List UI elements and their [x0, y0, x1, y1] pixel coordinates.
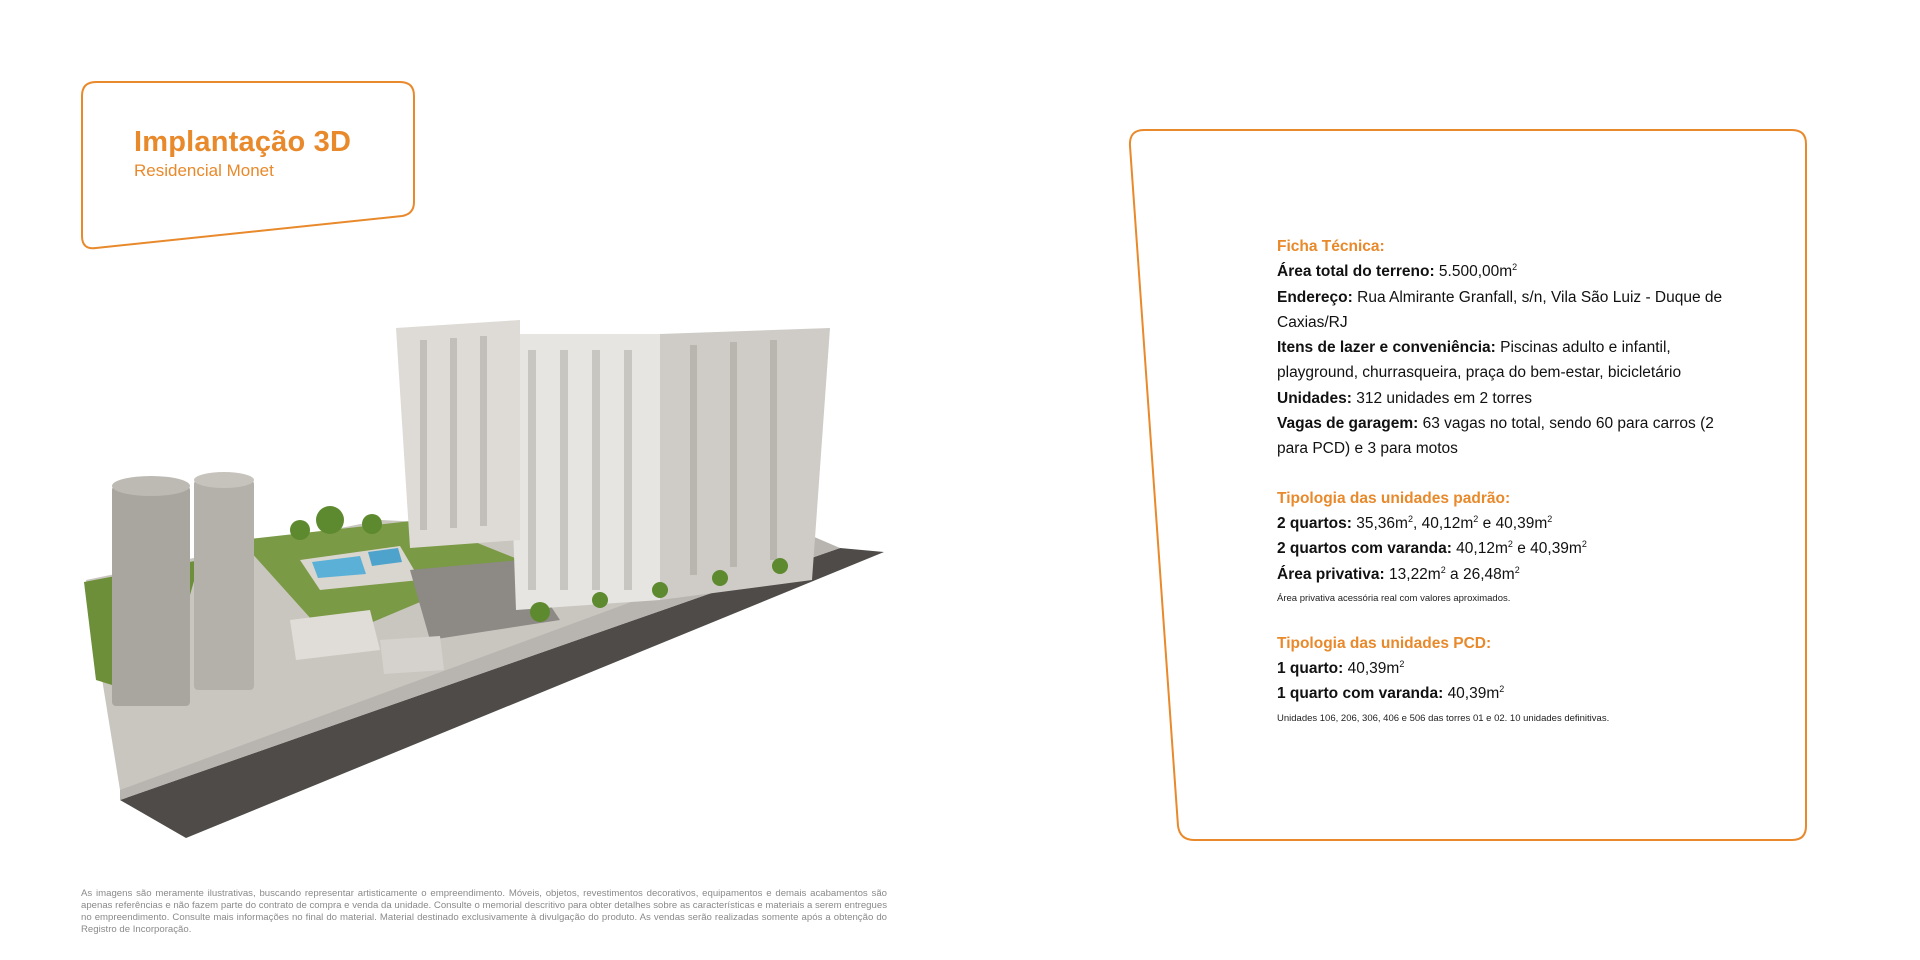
page-subtitle: Residencial Monet: [134, 161, 274, 180]
spec-unidades: [1277, 386, 1747, 411]
spec-lazer: [1277, 335, 1747, 386]
endereco-label: Endereço:: [1277, 288, 1353, 306]
unidades-value: 312 unidades em 2 torres: [1356, 389, 1533, 407]
vagas-label: Vagas de garagem:: [1277, 415, 1419, 433]
unidades-label: Unidades:: [1277, 389, 1352, 407]
page-title: Implantação 3D: [134, 126, 352, 158]
spec-vagas: [1277, 411, 1747, 462]
area-value: 5.500,00m: [1438, 263, 1513, 281]
spec-area: Área total do terreno: $5.500,00m^2$: [1277, 262, 1518, 281]
legal-disclaimer: As imagens são meramente ilustrativas, buscando representar artisticamente o empreendimento. Móveis, objetos, revestimentos decorativos, equipamentos e demais acabamentos são apenas referências e não fazem parte do contrato de compra e venda da unidade. Consulte o memorial descritivo para obter detalhes sobre as características e materiais a serem entregues no empreendimento. Consulte mais informações no final do material. Material destinado exclusivamente à divulgação do produto. As vendas serão realizadas somente após a obtenção do Registro de Incorporação.: [81, 888, 887, 935]
lazer-label: Itens de lazer e conveniência:: [1277, 339, 1496, 357]
tipologia-padrao-heading: Tipologia das unidades padrão:: [1277, 489, 1511, 507]
vagas-value: 63 vagas no total, sendo 60 para carros (2 para PCD) e 3 para motos: [1277, 415, 1714, 458]
spec-2-quartos: 2 quartos: $35,36m^2$, $40,12m^2$ e $40,39m^2$: [1277, 513, 1553, 532]
tower-a-front: [396, 320, 520, 548]
spec-2-quartos-varanda: 2 quartos com varanda: $40,12m^2$ e $40,39m^2$: [1277, 539, 1587, 558]
tower-b-side: [660, 328, 830, 600]
guard-booth: [380, 636, 444, 674]
tipologia-pcd-heading: Tipologia das unidades PCD:: [1277, 634, 1492, 652]
water-towers: [112, 472, 254, 706]
spec-panel: [1277, 234, 1747, 728]
area-label: Área total do terreno:: [1277, 263, 1435, 281]
spec-area-privativa: Área privativa: $13,22m^2$ a $26,48m^2$: [1277, 564, 1520, 583]
area-privativa-note: Área privativa acessória real com valores aproximados.: [1277, 592, 1511, 604]
pcd-note: Unidades 106, 206, 306, 406 e 506 das torres 01 e 02. 10 unidades definitivas.: [1277, 712, 1610, 724]
spec-endereco: [1277, 285, 1747, 336]
spec-1-quarto: 1 quarto: $40,39m^2$: [1277, 659, 1405, 678]
lazer-value: Piscinas adulto e infantil, playground, churrasqueira, praça do bem-estar, bicicletário: [1277, 339, 1682, 382]
ficha-heading: Ficha Técnica:: [1277, 238, 1385, 255]
spec-1-quarto-varanda: 1 quarto com varanda: $40,39m^2$: [1277, 684, 1505, 703]
endereco-value: Rua Almirante Granfall, s/n, Vila São Luiz - Duque de Caxias/RJ: [1277, 288, 1723, 331]
